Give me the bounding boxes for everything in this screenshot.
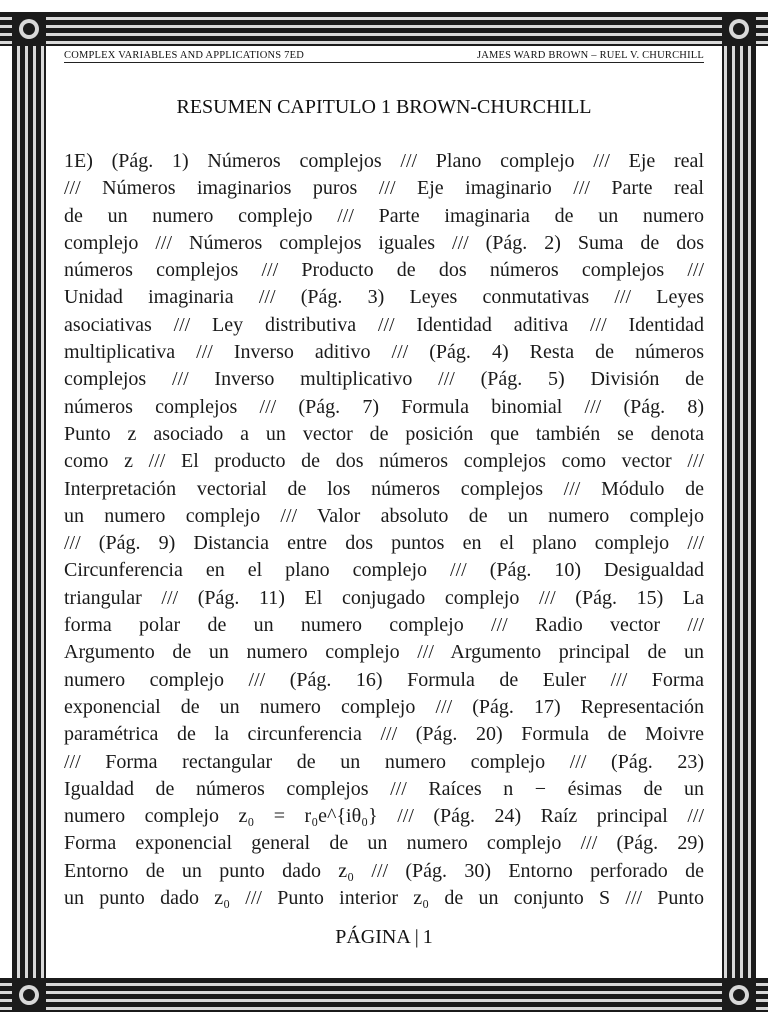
- text-line: asociativas /// Ley distributiva /// Identidad aditiva /// Identidad: [64, 313, 704, 336]
- text-line: números complejos /// (Pág. 7) Formula binomial /// (Pág. 8): [64, 395, 704, 418]
- page-footer: [64, 926, 704, 949]
- text-line: un punto dado z₀ /// Punto interior z₀ de un conjunto S /// Punto: [64, 887, 704, 910]
- text-line: exponencial de un numero complejo /// (Pág. 17) Representación: [64, 695, 704, 718]
- text-line: /// Forma rectangular de un numero complejo /// (Pág. 23): [64, 750, 704, 773]
- text-line: Punto z asociado a un vector de posición que también se denota: [64, 422, 704, 445]
- page-number: 1: [422, 926, 433, 948]
- text-line: Igualdad de números complejos /// Raíces n − ésimas de un: [64, 777, 704, 800]
- border-top-band: [0, 12, 768, 46]
- corner-ornament-icon: [722, 978, 756, 1012]
- text-line: un numero complejo /// Valor absoluto de un numero complejo: [64, 504, 704, 527]
- text-line: numero complejo /// (Pág. 16) Formula de Euler /// Forma: [64, 668, 704, 691]
- border-left-band: [12, 12, 46, 1012]
- text-line: Entorno de un punto dado z₀ /// (Pág. 30) Entorno perforado de: [64, 859, 704, 882]
- corner-ornament-icon: [722, 12, 756, 46]
- text-line: como z /// El producto de dos números complejos como vector ///: [64, 450, 704, 473]
- text-line: números complejos /// Producto de dos números complejos ///: [64, 259, 704, 282]
- page-label: PÁGINA: [335, 926, 411, 948]
- text-line: numero complejo z₀ = r₀e^{iθ₀} /// (Pág. 24) Raíz principal ///: [64, 805, 704, 828]
- border-bottom-band: [0, 978, 768, 1012]
- text-line: forma polar de un numero complejo /// Radio vector ///: [64, 614, 704, 637]
- text-line: Argumento de un numero complejo /// Argumento principal de un: [64, 641, 704, 664]
- text-line: Unidad imaginaria /// (Pág. 3) Leyes conmutativas /// Leyes: [64, 286, 704, 309]
- text-line: Interpretación vectorial de los números complejos /// Módulo de: [64, 477, 704, 500]
- text-line: paramétrica de la circunferencia /// (Pág. 20) Formula de Moivre: [64, 723, 704, 746]
- text-line: /// Números imaginarios puros /// Eje imaginario /// Parte real: [64, 177, 704, 200]
- page-separator: |: [414, 926, 419, 948]
- text-line: complejos /// Inverso multiplicativo /// (Pág. 5) División de: [64, 368, 704, 391]
- border-right-band: [722, 12, 756, 1012]
- header-book-title: COMPLEX VARIABLES AND APPLICATIONS 7ED: [64, 50, 304, 61]
- text-line: /// (Pág. 9) Distancia entre dos puntos en el plano complejo ///: [64, 532, 704, 555]
- text-line: triangular /// (Pág. 11) El conjugado complejo /// (Pág. 15) La: [64, 586, 704, 609]
- running-header: [64, 46, 704, 63]
- text-line: 1E) (Pág. 1) Números complejos /// Plano complejo /// Eje real: [64, 150, 704, 172]
- body-paragraph: [64, 148, 704, 912]
- text-line: de un numero complejo /// Parte imaginaria de un numero: [64, 204, 704, 227]
- text-line: complejo /// Números complejos iguales /// (Pág. 2) Suma de dos: [64, 231, 704, 254]
- corner-ornament-icon: [12, 978, 46, 1012]
- page-title: RESUMEN CAPITULO 1 BROWN-CHURCHILL: [176, 96, 592, 118]
- corner-ornament-icon: [12, 12, 46, 46]
- text-line: Circunferencia en el plano complejo /// (Pág. 10) Desigualdad: [64, 559, 704, 582]
- header-authors: JAMES WARD BROWN – RUEL V. CHURCHILL: [476, 50, 704, 61]
- text-line: multiplicativa /// Inverso aditivo /// (Pág. 4) Resta de números: [64, 341, 704, 364]
- text-line: Forma exponencial general de un numero complejo /// (Pág. 29): [64, 832, 704, 855]
